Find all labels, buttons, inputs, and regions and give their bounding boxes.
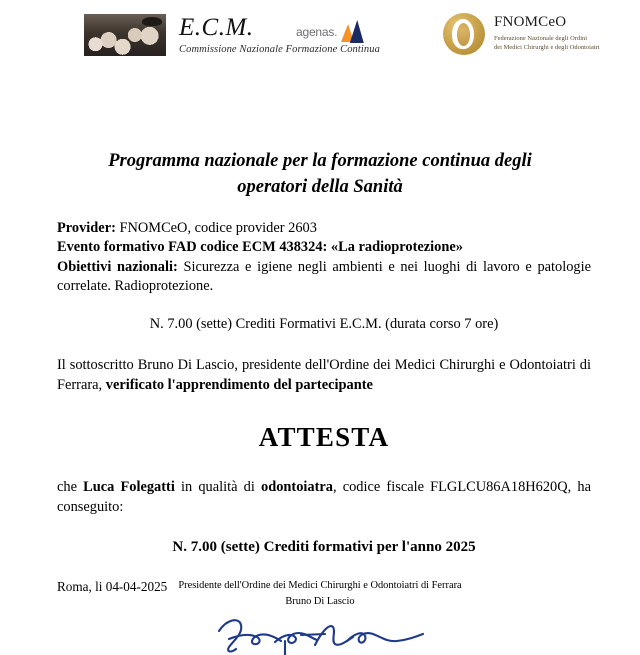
che-mid: in qualità di bbox=[174, 479, 261, 496]
ecm-title: E.C.M. bbox=[179, 14, 254, 41]
provider-line bbox=[57, 219, 591, 238]
fnomceo-gold-emblem-icon bbox=[443, 13, 485, 55]
sottoscritto-line bbox=[57, 356, 591, 395]
signatory-role: Presidente dell'Ordine dei Medici Chirurghi e Odontoiatri di Ferrara bbox=[178, 580, 462, 591]
page-title-line1: Programma nazionale per la formazione continua degli bbox=[108, 151, 532, 171]
page-title-line2: operatori della Sanità bbox=[237, 177, 403, 198]
sottoscritto-text: Il sottoscritto Bruno Di Lascio, presidente dell'Ordine dei Medici Chirurghi e Odontoiatri di Ferrara, bbox=[57, 357, 591, 393]
fnomceo-subtitle-line2: dei Medici Chirurghi e degli Odontoiatri bbox=[494, 44, 600, 52]
page-title bbox=[70, 148, 570, 201]
evento-line: Evento formativo FAD codice ECM 438324: «La radioprotezione» bbox=[57, 239, 463, 256]
credits-year-line: N. 7.00 (sette) Crediti formativi per l'anno 2025 bbox=[172, 538, 476, 555]
agenas-logo bbox=[296, 20, 366, 44]
participant-role: odontoiatra bbox=[261, 479, 333, 496]
fnomceo-subtitle bbox=[494, 34, 600, 53]
fnomceo-name: FNOMCeO bbox=[494, 14, 567, 31]
agenas-mark-navy bbox=[350, 20, 366, 43]
fnomceo-subtitle-line1: Federazione Nazionale degli Ordini bbox=[494, 35, 588, 43]
sottoscritto-bold-text: verificato l'apprendimento del partecipante bbox=[105, 376, 373, 393]
ecm-subtitle: Commissione Nazionale Formazione Continua bbox=[179, 44, 380, 55]
fnomceo-logo bbox=[443, 13, 600, 55]
che-suffix: , codice fiscale FLGLCU86A18H620Q, ha conseguito: bbox=[57, 479, 591, 515]
provider-value: FNOMCeO, codice provider 2603 bbox=[115, 220, 317, 236]
obiettivi-line bbox=[57, 258, 591, 297]
ecm-historic-photo-icon bbox=[84, 14, 167, 56]
che-prefix: che bbox=[57, 479, 84, 496]
document-body bbox=[57, 219, 591, 596]
place-date-line: Roma, li 04-04-2025 bbox=[57, 578, 168, 594]
attesta-heading: ATTESTA bbox=[258, 422, 390, 453]
participant-name: Luca Folegatti bbox=[83, 479, 175, 496]
fnomceo-logo-text bbox=[494, 15, 600, 52]
agenas-wordmark: agenas. bbox=[296, 25, 338, 39]
document-footer bbox=[0, 578, 640, 655]
document-header bbox=[0, 0, 640, 72]
obiettivi-value: Sicurezza e igiene negli ambienti e nei luoghi di lavoro e patologie correlate. Radioprotezione. bbox=[57, 258, 591, 294]
provider-label: Provider: bbox=[57, 220, 116, 236]
credits-line: N. 7.00 (sette) Crediti Formativi E.C.M. (durata corso 7 ore) bbox=[149, 316, 499, 333]
obiettivi-label: Obiettivi nazionali: bbox=[57, 258, 178, 275]
handwritten-signature-icon bbox=[0, 611, 640, 655]
signatory-name: Bruno Di Lascio bbox=[285, 595, 355, 607]
participant-line bbox=[57, 478, 591, 517]
agenas-chevron-mark-icon bbox=[340, 20, 366, 44]
